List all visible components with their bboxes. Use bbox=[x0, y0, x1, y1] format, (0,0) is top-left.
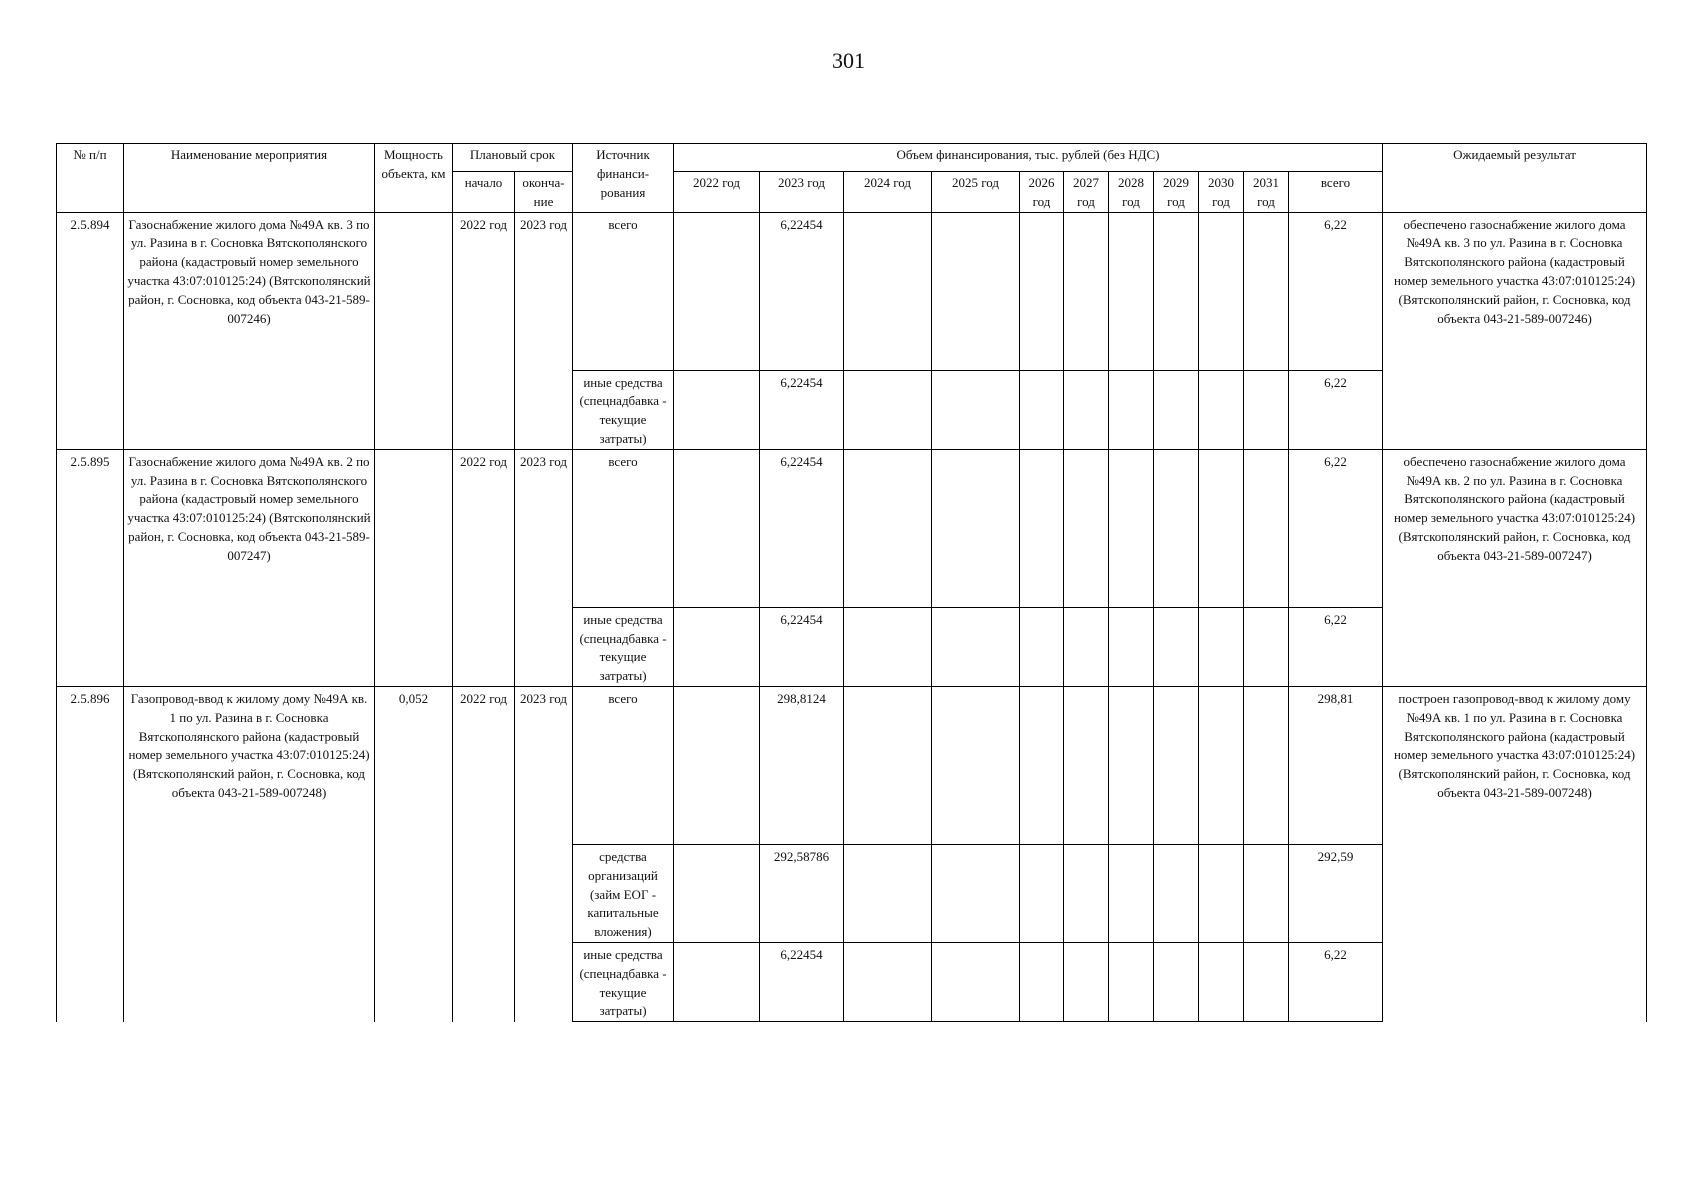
row-power bbox=[375, 449, 453, 686]
cell-2023: 292,58786 bbox=[760, 844, 844, 942]
cell-2025 bbox=[932, 449, 1020, 607]
header-year-2022: 2022 год bbox=[674, 172, 760, 213]
cell-2029 bbox=[1154, 686, 1199, 844]
row-end: 2023 год bbox=[515, 212, 573, 449]
cell-2030 bbox=[1199, 844, 1244, 942]
cell-2030 bbox=[1199, 942, 1244, 1021]
source-name: иные средства (спецнадбавка - текущие затраты) bbox=[573, 370, 674, 449]
row-name: Газоснабжение жилого дома №49А кв. 3 по ул. Разина в г. Сосновка Вятскополянского района (кадастровый номер земельного участка 43:07:010125:24) (Вятскополянский район, г. Сосновка, код объекта 043-21-589-007246) bbox=[124, 212, 375, 449]
cell-2022 bbox=[674, 212, 760, 370]
header-year-2031: 2031 год bbox=[1244, 172, 1289, 213]
header-year-2026: 2026 год bbox=[1020, 172, 1064, 213]
cell-2026 bbox=[1020, 686, 1064, 844]
cell-2029 bbox=[1154, 607, 1199, 686]
cell-total: 6,22 bbox=[1289, 370, 1383, 449]
table-row bbox=[57, 449, 1647, 607]
source-name: всего bbox=[573, 212, 674, 370]
cell-2028 bbox=[1109, 370, 1154, 449]
row-power bbox=[375, 212, 453, 449]
cell-2028 bbox=[1109, 844, 1154, 942]
header-result: Ожидаемый результат bbox=[1383, 144, 1647, 213]
cell-2023: 6,22454 bbox=[760, 212, 844, 370]
cell-2026 bbox=[1020, 942, 1064, 1021]
table-body bbox=[57, 212, 1647, 1022]
cell-2031 bbox=[1244, 449, 1289, 607]
row-num: 2.5.896 bbox=[57, 686, 124, 1021]
header-year-2024: 2024 год bbox=[844, 172, 932, 213]
cell-total: 6,22 bbox=[1289, 449, 1383, 607]
header-year-2030: 2030 год bbox=[1199, 172, 1244, 213]
cell-2026 bbox=[1020, 370, 1064, 449]
cell-2022 bbox=[674, 686, 760, 844]
cell-2024 bbox=[844, 844, 932, 942]
cell-2024 bbox=[844, 212, 932, 370]
cell-2024 bbox=[844, 686, 932, 844]
cell-2027 bbox=[1064, 212, 1109, 370]
cell-total: 6,22 bbox=[1289, 942, 1383, 1021]
source-name: всего bbox=[573, 686, 674, 844]
row-num: 2.5.894 bbox=[57, 212, 124, 449]
row-end: 2023 год bbox=[515, 449, 573, 686]
cell-2028 bbox=[1109, 449, 1154, 607]
cell-2024 bbox=[844, 607, 932, 686]
header-year-2027: 2027 год bbox=[1064, 172, 1109, 213]
table-row bbox=[57, 686, 1647, 844]
row-num: 2.5.895 bbox=[57, 449, 124, 686]
header-total: всего bbox=[1289, 172, 1383, 213]
header-year-2029: 2029 год bbox=[1154, 172, 1199, 213]
cell-2023: 6,22454 bbox=[760, 942, 844, 1021]
header-volume: Объем финансирования, тыс. рублей (без НДС) bbox=[674, 144, 1383, 172]
source-name: всего bbox=[573, 449, 674, 607]
cell-total: 292,59 bbox=[1289, 844, 1383, 942]
cell-2028 bbox=[1109, 607, 1154, 686]
cell-2027 bbox=[1064, 607, 1109, 686]
financing-table bbox=[56, 143, 1647, 1022]
cell-2031 bbox=[1244, 686, 1289, 844]
row-start: 2022 год bbox=[453, 449, 515, 686]
cell-2026 bbox=[1020, 607, 1064, 686]
cell-2026 bbox=[1020, 212, 1064, 370]
row-name: Газопровод-ввод к жилому дому №49А кв. 1 по ул. Разина в г. Сосновка Вятскополянского района (кадастровый номер земельного участка 43:07:010125:24) (Вятскополянский район, г. Сосновка, код объекта 043-21-589-007248) bbox=[124, 686, 375, 1021]
row-power: 0,052 bbox=[375, 686, 453, 1021]
source-name: средства организаций (займ ЕОГ - капитальные вложения) bbox=[573, 844, 674, 942]
header-end: оконча-ние bbox=[515, 172, 573, 213]
row-start: 2022 год bbox=[453, 686, 515, 1021]
source-name: иные средства (спецнадбавка - текущие затраты) bbox=[573, 942, 674, 1021]
header-year-2023: 2023 год bbox=[760, 172, 844, 213]
cell-2023: 298,8124 bbox=[760, 686, 844, 844]
cell-2022 bbox=[674, 942, 760, 1021]
row-result: обеспечено газоснабжение жилого дома №49А кв. 2 по ул. Разина в г. Сосновка Вятскополянского района (кадастровый номер земельного участка 43:07:010125:24) (Вятскополянский район, г. Сосновка, код объекта 043-21-589-007247) bbox=[1383, 449, 1647, 686]
cell-total: 298,81 bbox=[1289, 686, 1383, 844]
cell-2027 bbox=[1064, 844, 1109, 942]
cell-2028 bbox=[1109, 686, 1154, 844]
header-name: Наименование мероприятия bbox=[124, 144, 375, 213]
table-row bbox=[57, 212, 1647, 370]
cell-2025 bbox=[932, 844, 1020, 942]
cell-2031 bbox=[1244, 844, 1289, 942]
cell-2030 bbox=[1199, 607, 1244, 686]
page-number: 301 bbox=[832, 48, 865, 73]
cell-2024 bbox=[844, 942, 932, 1021]
cell-2029 bbox=[1154, 844, 1199, 942]
cell-2023: 6,22454 bbox=[760, 370, 844, 449]
header-start: начало bbox=[453, 172, 515, 213]
cell-2026 bbox=[1020, 844, 1064, 942]
table-header bbox=[57, 144, 1647, 213]
cell-total: 6,22 bbox=[1289, 212, 1383, 370]
cell-2025 bbox=[932, 212, 1020, 370]
row-name: Газоснабжение жилого дома №49А кв. 2 по ул. Разина в г. Сосновка Вятскополянского района (кадастровый номер земельного участка 43:07:010125:24) (Вятскополянский район, г. Сосновка, код объекта 043-21-589-007247) bbox=[124, 449, 375, 686]
header-year-2028: 2028 год bbox=[1109, 172, 1154, 213]
cell-2028 bbox=[1109, 942, 1154, 1021]
cell-2024 bbox=[844, 370, 932, 449]
cell-2031 bbox=[1244, 607, 1289, 686]
cell-2027 bbox=[1064, 370, 1109, 449]
cell-2022 bbox=[674, 370, 760, 449]
cell-2029 bbox=[1154, 942, 1199, 1021]
cell-2022 bbox=[674, 607, 760, 686]
cell-2027 bbox=[1064, 942, 1109, 1021]
cell-2029 bbox=[1154, 212, 1199, 370]
cell-2027 bbox=[1064, 449, 1109, 607]
cell-2023: 6,22454 bbox=[760, 449, 844, 607]
cell-2025 bbox=[932, 370, 1020, 449]
cell-2030 bbox=[1199, 212, 1244, 370]
cell-2025 bbox=[932, 686, 1020, 844]
cell-2022 bbox=[674, 844, 760, 942]
cell-2025 bbox=[932, 942, 1020, 1021]
cell-2031 bbox=[1244, 370, 1289, 449]
cell-2031 bbox=[1244, 942, 1289, 1021]
cell-2023: 6,22454 bbox=[760, 607, 844, 686]
cell-2027 bbox=[1064, 686, 1109, 844]
cell-2030 bbox=[1199, 370, 1244, 449]
header-source: Источник финанси-рования bbox=[573, 144, 674, 213]
cell-2029 bbox=[1154, 370, 1199, 449]
cell-2025 bbox=[932, 607, 1020, 686]
header-plan-term: Плановый срок bbox=[453, 144, 573, 172]
cell-2026 bbox=[1020, 449, 1064, 607]
cell-2030 bbox=[1199, 449, 1244, 607]
header-num: № п/п bbox=[57, 144, 124, 213]
cell-total: 6,22 bbox=[1289, 607, 1383, 686]
row-result: обеспечено газоснабжение жилого дома №49А кв. 3 по ул. Разина в г. Сосновка Вятскополянского района (кадастровый номер земельного участка 43:07:010125:24) (Вятскополянский район, г. Сосновка, код объекта 043-21-589-007246) bbox=[1383, 212, 1647, 449]
cell-2022 bbox=[674, 449, 760, 607]
cell-2028 bbox=[1109, 212, 1154, 370]
row-start: 2022 год bbox=[453, 212, 515, 449]
cell-2031 bbox=[1244, 212, 1289, 370]
header-power: Мощность объекта, км bbox=[375, 144, 453, 213]
cell-2029 bbox=[1154, 449, 1199, 607]
row-result: построен газопровод-ввод к жилому дому №49А кв. 1 по ул. Разина в г. Сосновка Вятскополянского района (кадастровый номер земельного участка 43:07:010125:24) (Вятскополянский район, г. Сосновка, код объекта 043-21-589-007248) bbox=[1383, 686, 1647, 1021]
cell-2024 bbox=[844, 449, 932, 607]
source-name: иные средства (спецнадбавка - текущие затраты) bbox=[573, 607, 674, 686]
header-year-2025: 2025 год bbox=[932, 172, 1020, 213]
cell-2030 bbox=[1199, 686, 1244, 844]
row-end: 2023 год bbox=[515, 686, 573, 1021]
